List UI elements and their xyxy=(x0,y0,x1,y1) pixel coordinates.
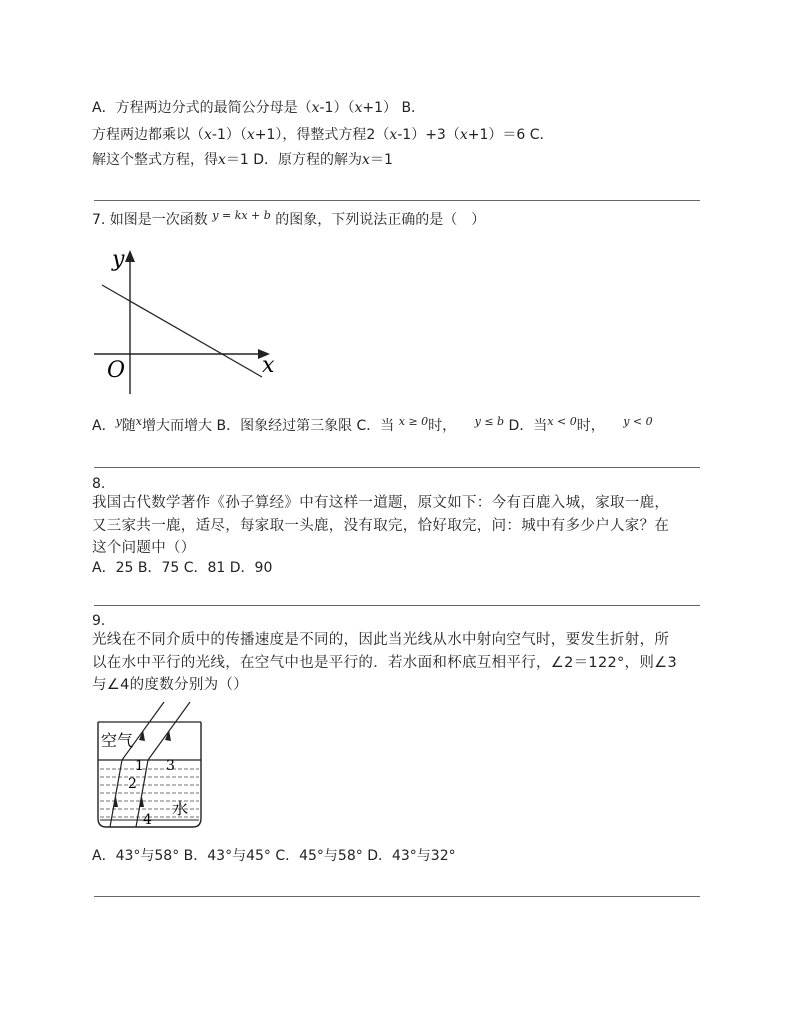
q9-stem-line-1: 光线在不同介质中的传播速度是不同的，因此当光线从水中射向空气时，要发生折射，所 xyxy=(92,632,670,648)
water-label: 水 xyxy=(172,799,189,818)
refraction-figure xyxy=(92,700,212,835)
y-axis-label: y xyxy=(112,247,125,272)
q8-stem-line-2: 又三家共一鹿，适尽，每家取一头鹿，没有取完，恰好取完，问：城中有多少户人家？在 xyxy=(92,518,670,534)
q9-options: A．43°与58° B．43°与45° C．45°与58° D．43°与32° xyxy=(92,848,456,864)
q6-option-a-line: A．方程两边分式的最简公分母是（x-1）（x+1） B． xyxy=(92,100,426,116)
divider xyxy=(94,896,700,897)
q8-options: A．25 B．75 C．81 D．90 xyxy=(92,560,273,576)
q7-stem: 7. 如图是一次函数 $^{y = kx + b}$ 的图象，下列说法正确的是（ ） xyxy=(92,209,486,228)
angle-4-label: 4 xyxy=(143,812,152,828)
origin-label: O xyxy=(107,358,126,383)
q8-number: 8. xyxy=(92,476,106,492)
q6-option-c-line: 解这个整式方程，得x＝1 D．原方程的解为x＝1 xyxy=(92,152,393,168)
linear-function-graph xyxy=(92,244,292,400)
q9-stem-line-3: 与∠4的度数分别为（） xyxy=(92,677,249,693)
q8-stem-line-3: 这个问题中（） xyxy=(92,540,196,556)
q9-stem-line-2: 以在水中平行的光线，在空气中也是平行的．若水面和杯底互相平行，∠2＝122°，则∠3 xyxy=(92,655,677,671)
divider xyxy=(94,467,700,468)
air-label: 空气 xyxy=(101,731,134,750)
q9-number: 9. xyxy=(92,613,106,629)
x-axis-label: x xyxy=(262,353,275,378)
divider xyxy=(94,605,700,606)
angle-3-label: 3 xyxy=(166,758,175,774)
divider xyxy=(94,200,700,201)
angle-2-label: 2 xyxy=(128,776,137,792)
function-line xyxy=(102,285,262,377)
q6-option-b-line: 方程两边都乘以（x-1）（x+1），得整式方程2（x-1）+3（x+1）＝6 C． xyxy=(92,127,554,143)
q7-options: A．$^y$随$^x$增大而增大 B．图象经过第三象限 C．当 $^{x \ge 0}$时， $^{y \le b}$ D．当$^{x < 0}$时， $^{y < 0}$ xyxy=(92,415,653,434)
y-axis-arrow xyxy=(125,250,135,262)
angle-1-label: 1 xyxy=(135,758,144,774)
q8-stem-line-1: 我国古代数学著作《孙子算经》中有这样一道题，原文如下：今有百鹿入城，家取一鹿， xyxy=(92,495,670,511)
